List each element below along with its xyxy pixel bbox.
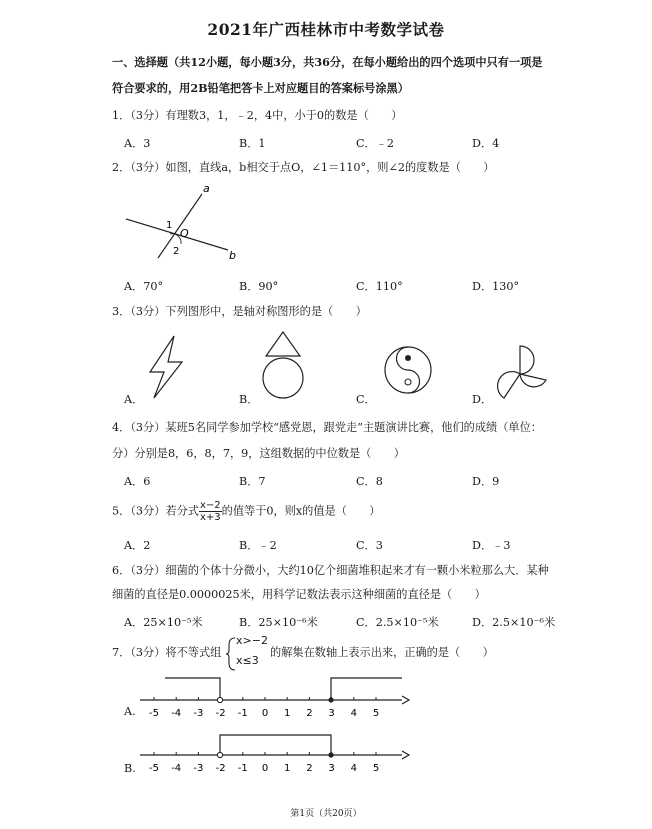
question-2-stem: 2．（3分）如图，直线a，b相交于点O，∠1＝110°，则∠2的度数是（ ） <box>112 161 495 174</box>
ray-right <box>331 678 402 700</box>
circle-icon <box>263 358 303 398</box>
tick-label: -2 <box>215 708 226 719</box>
axis-arrow-icon <box>402 751 409 759</box>
q5-stem-prefix: 5．（3分）若分式 <box>112 504 199 518</box>
q2-option-a: A．70° <box>124 280 164 293</box>
tick-label: -5 <box>149 708 159 719</box>
label-angle-2: 2 <box>173 246 180 257</box>
q6-option-b: B．25×10⁻⁶米 <box>239 616 318 629</box>
tick-label: 0 <box>261 763 269 774</box>
tick-label: -5 <box>149 763 159 774</box>
yinyang-curve-icon <box>397 347 420 393</box>
q4-option-b: B．7 <box>239 475 266 488</box>
blade-2-icon <box>520 374 546 387</box>
label-b: b <box>229 249 236 262</box>
q4-option-d: D．9 <box>472 475 500 488</box>
question-4-stem-line1: 4．（3分）某班5名同学参加学校“感党恩，跟党走”主题演讲比赛，他们的成绩（单位： <box>112 421 542 434</box>
tick-label: 4 <box>350 708 357 719</box>
tick-label: 2 <box>306 763 313 774</box>
solid-dot-3 <box>328 697 333 702</box>
page-title: 2021年广西桂林市中考数学试卷 <box>207 20 445 39</box>
q3-option-b: B． <box>239 393 259 406</box>
tick-label: 1 <box>284 708 291 719</box>
tick-label: -3 <box>193 708 204 719</box>
open-dot-minus2 <box>217 697 222 702</box>
tick-label: -2 <box>215 763 226 774</box>
q2-intersecting-lines-figure <box>118 182 248 264</box>
question-5-stem <box>112 500 381 523</box>
q7-inequality-1: x>−2 <box>236 634 268 647</box>
blade-1-icon <box>520 346 534 374</box>
question-7-stem-suffix: 的解集在数轴上表示出来，正确的是（ ） <box>270 646 494 659</box>
tick-label: -4 <box>171 708 182 719</box>
tick-label: 2 <box>306 708 313 719</box>
q2-option-b: B．90° <box>239 280 279 293</box>
tick-label: -3 <box>193 763 204 774</box>
q5-fraction <box>199 500 222 523</box>
q7-option-a-label: A. <box>124 705 136 718</box>
tick-label: -1 <box>237 763 248 774</box>
yinyang-dot-bottom-icon <box>405 379 411 385</box>
question-3-stem: 3．（3分）下列图形中，是轴对称图形的是（ ） <box>112 305 367 318</box>
ray-left <box>165 678 220 700</box>
tick-label: 1 <box>284 763 291 774</box>
interval-bracket <box>220 735 331 755</box>
q5-stem-suffix: 的值等于0，则x的值是（ ） <box>221 504 381 518</box>
question-6-stem-line1: 6．（3分）细菌的个体十分微小，大约10亿个细菌堆积起来才有一颗小米粒那么大．某种 <box>112 564 549 577</box>
q5-option-c: C．3 <box>356 539 383 552</box>
label-angle-1: 1 <box>166 220 173 231</box>
tick-label: 5 <box>372 708 380 719</box>
q1-option-c: C．﹣2 <box>356 137 395 150</box>
tick-label: 4 <box>350 763 357 774</box>
tick-label: -1 <box>237 708 248 719</box>
tick-label: 0 <box>261 708 269 719</box>
yinyang-dot-top-icon <box>405 355 411 361</box>
blade-3-icon <box>498 372 520 398</box>
q3-option-c: C． <box>356 393 376 406</box>
q3-pinwheel-figure <box>494 340 554 402</box>
q5-option-a: A．2 <box>124 539 151 552</box>
q7-option-b-label: B. <box>124 762 136 775</box>
question-6-stem-line2: 细菌的直径是0.0000025米，用科学记数法表示这种细菌的直径是（ ） <box>112 588 486 601</box>
question-7-stem-prefix: 7．（3分）将不等式组 <box>112 646 222 659</box>
tick-label: 3 <box>328 763 335 774</box>
q5-option-b: B．﹣2 <box>239 539 277 552</box>
section-heading-line2: 符合要求的，用2B铅笔把答卡上对应题目的答案标号涂黑） <box>112 81 409 95</box>
line-a <box>158 194 202 258</box>
question-4-stem-line2: 分）分别是8，6，8，7，9，这组数据的中位数是（ ） <box>112 447 405 460</box>
tick-label: 3 <box>328 708 335 719</box>
q3-triangle-circle-figure <box>260 328 306 402</box>
q3-option-a: A． <box>124 393 144 406</box>
q1-option-d: D．4 <box>472 137 500 150</box>
q5-fraction-denominator: x+3 <box>199 512 221 523</box>
q7-inequality-2: x≤3 <box>236 654 259 667</box>
q3-option-d: D． <box>472 393 493 406</box>
question-1-stem: 1．（3分）有理数3，1，﹣2，4中，小于0的数是（ ） <box>112 109 403 122</box>
q5-option-d: D．﹣3 <box>472 539 511 552</box>
q1-option-b: B．1 <box>239 137 266 150</box>
q6-option-d: D．2.5×10⁻⁶米 <box>472 616 556 629</box>
solid-dot-3 <box>328 752 333 757</box>
label-a: a <box>203 182 210 195</box>
q3-lightning-figure <box>144 332 188 402</box>
label-o: O <box>180 227 189 240</box>
q5-fraction-numerator: x−2 <box>199 500 221 511</box>
q4-option-c: C．8 <box>356 475 383 488</box>
triangle-icon <box>266 332 300 356</box>
tick-label: 5 <box>372 763 380 774</box>
q7-option-b-number-line <box>140 727 410 779</box>
q3-yinyang-figure <box>382 344 434 396</box>
q4-option-a: A．6 <box>124 475 151 488</box>
lightning-icon <box>150 336 182 398</box>
section-heading-line1: 一、选择题（共12小题，每小题3分，共36分，在每小题给出的四个选项中只有一项是 <box>112 55 543 69</box>
axis-arrow-icon <box>402 696 409 704</box>
open-dot-minus2 <box>217 752 222 757</box>
q2-option-d: D．130° <box>472 280 520 293</box>
q1-option-a: A．3 <box>124 137 151 150</box>
q6-option-a: A．25×10⁻⁵米 <box>124 616 203 629</box>
q6-option-c: C．2.5×10⁻⁵米 <box>356 616 439 629</box>
tick-label: -4 <box>171 763 182 774</box>
q2-option-c: C．110° <box>356 280 403 293</box>
page-footer: 第1页（共20页） <box>290 809 362 819</box>
q7-option-a-number-line <box>140 672 410 724</box>
